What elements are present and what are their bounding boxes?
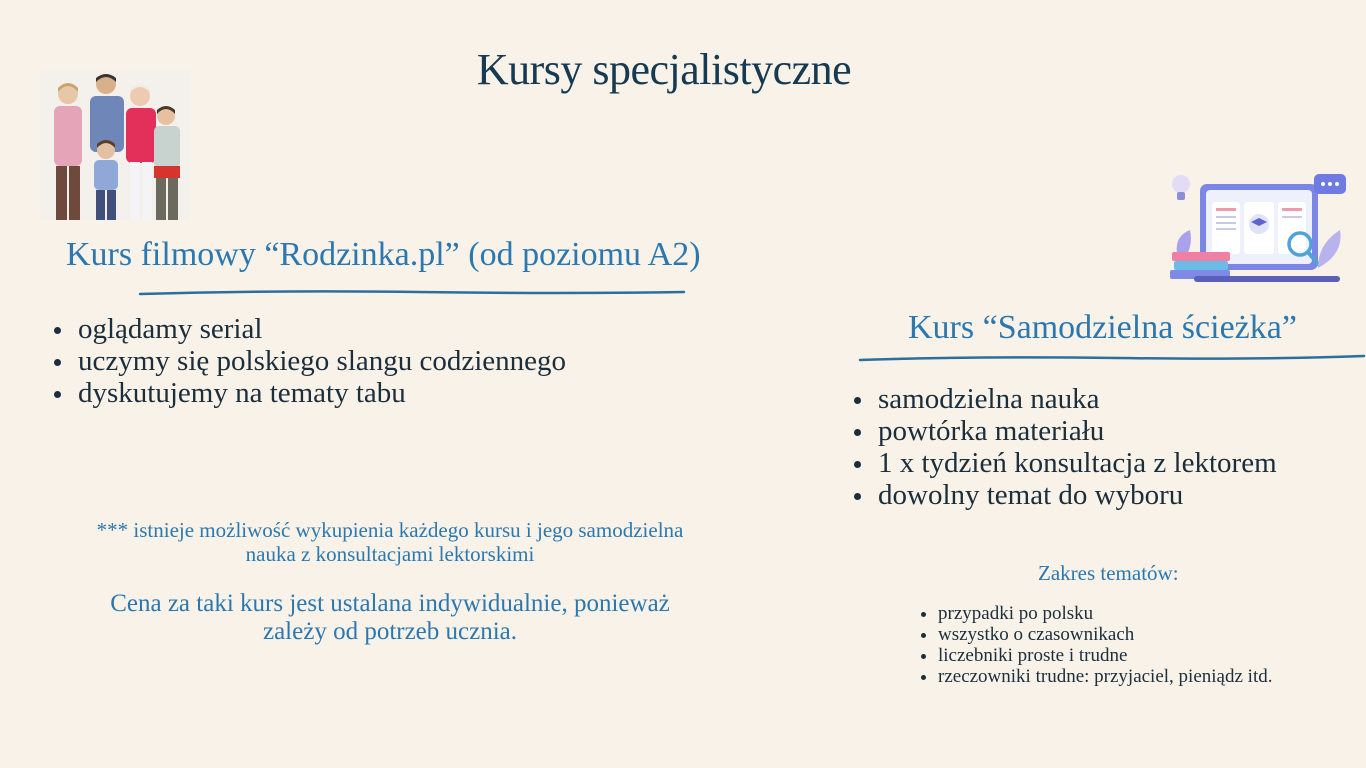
list-item: 1 x tydzień konsultacja z lektorem: [850, 447, 1277, 479]
list-item: liczebniki proste i trudne: [918, 645, 1272, 666]
page-title: Kursy specjalistyczne: [476, 45, 852, 94]
list-item: przypadki po polsku: [918, 603, 1272, 624]
self-course-list: [850, 383, 1277, 511]
film-course-heading: Kurs filmowy “Rodzinka.pl” (od poziomu A2): [66, 236, 701, 273]
self-course-heading: Kurs “Samodzielna ścieżka”: [908, 309, 1297, 346]
list-item: dowolny temat do wyboru: [850, 479, 1277, 511]
film-course-list: [50, 313, 566, 409]
list-item: oglądamy serial: [50, 313, 566, 345]
list-item: uczymy się polskiego slangu codziennego: [50, 345, 566, 377]
list-item: powtórka materiału: [850, 415, 1277, 447]
family-photo: [40, 70, 190, 220]
price-note: Cena za taki kurs jest ustalana indywidualnie, ponieważ zależy od potrzeb ucznia.: [110, 590, 670, 645]
purchase-note: *** istnieje możliwość wykupienia każdego kursu i jego samodzielna nauka z konsultacjami lektorskimi: [96, 518, 684, 566]
list-item: wszystko o czasownikach: [918, 624, 1272, 645]
list-item: samodzielna nauka: [850, 383, 1277, 415]
film-heading-underline: [138, 287, 686, 299]
elearning-laptop-icon: [1168, 168, 1350, 288]
topics-heading: Zakres tematów:: [1038, 561, 1179, 585]
list-item: rzeczowniki trudne: przyjaciel, pieniądz itd.: [918, 666, 1272, 687]
topics-list: [918, 603, 1272, 687]
self-heading-underline: [858, 352, 1366, 364]
list-item: dyskutujemy na tematy tabu: [50, 377, 566, 409]
family-photo-image: [40, 70, 190, 220]
